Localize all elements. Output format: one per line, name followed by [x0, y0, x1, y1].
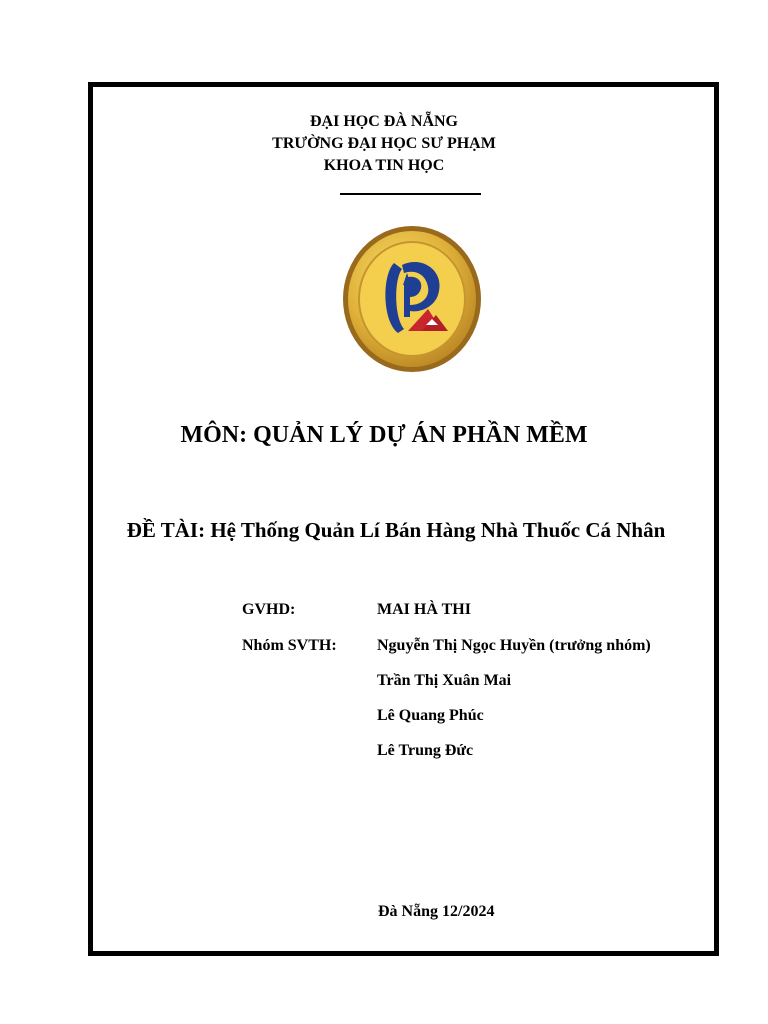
topic-title: ĐỀ TÀI: Hệ Thống Quản Lí Bán Hàng Nhà Thuốc Cá Nhân [126, 518, 666, 542]
group-member: Lê Trung Đức [377, 742, 474, 759]
faculty-name: KHOA TIN HỌC [323, 157, 445, 174]
group-member: Nguyễn Thị Ngọc Huyền (trưởng nhóm) [377, 637, 651, 654]
university-seal-icon [342, 225, 482, 373]
group-member: Trần Thị Xuân Mai [377, 672, 512, 689]
place-date: Đà Nẵng 12/2024 [378, 903, 495, 920]
advisor-label: GVHD: [242, 601, 296, 618]
header-divider [340, 193, 481, 195]
advisor-name: MAI HÀ THI [377, 601, 471, 618]
subject-title: MÔN: QUẢN LÝ DỰ ÁN PHẦN MỀM [180, 422, 588, 448]
university-name: ĐẠI HỌC ĐÀ NẴNG [310, 113, 458, 130]
school-name: TRƯỜNG ĐẠI HỌC SƯ PHẠM [272, 135, 496, 152]
group-label: Nhóm SVTH: [242, 637, 337, 654]
group-member: Lê Quang Phúc [377, 707, 484, 724]
